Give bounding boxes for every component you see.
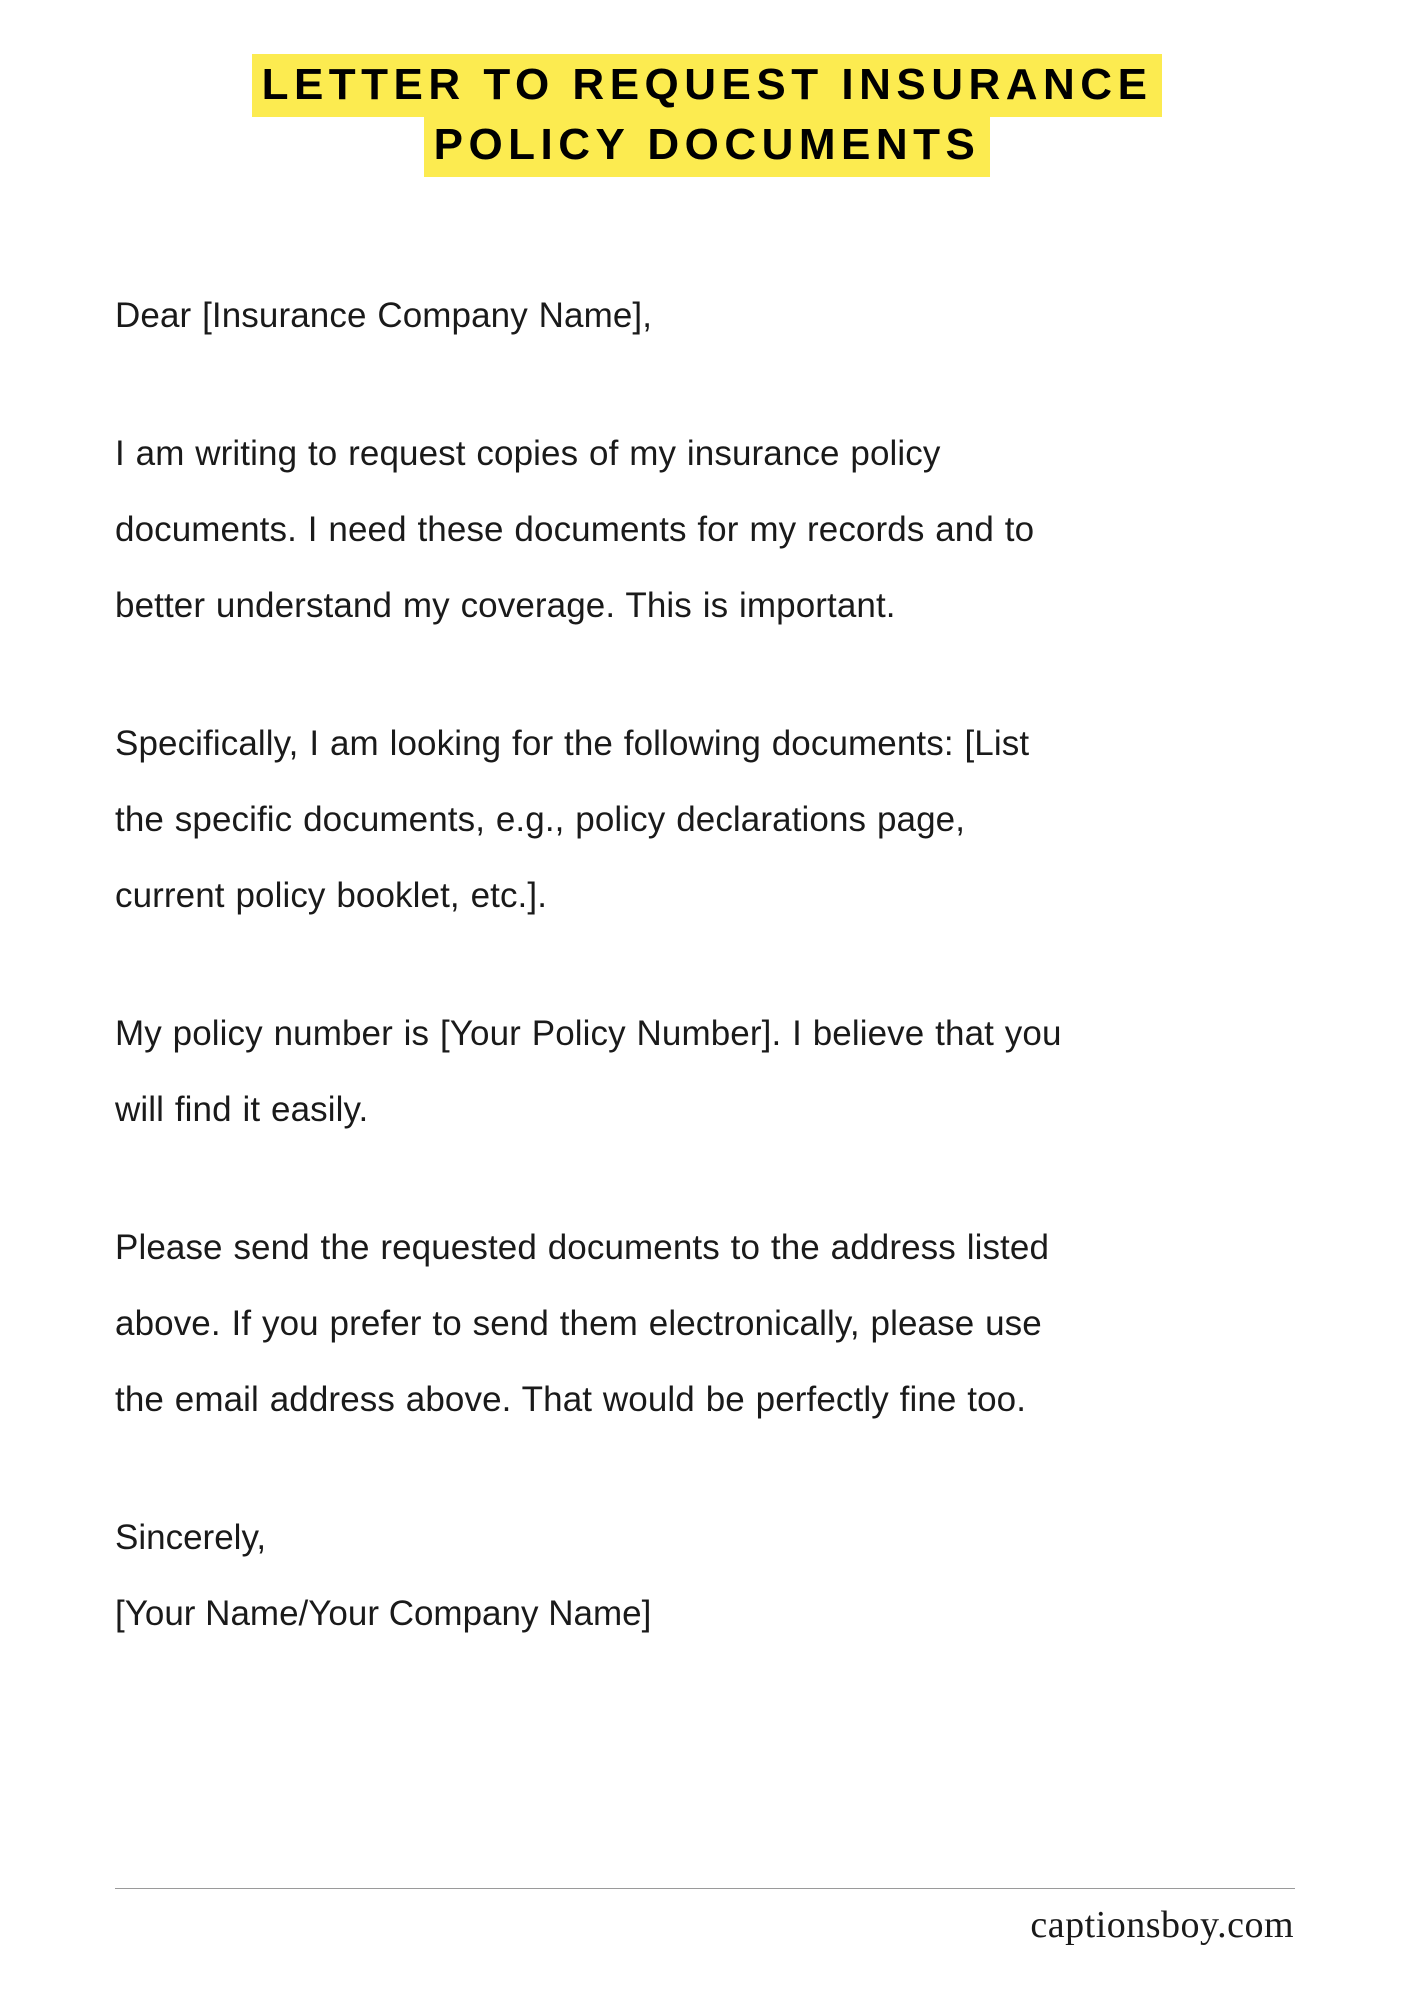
salutation: Dear [Insurance Company Name], <box>115 296 653 335</box>
paragraph-request: I am writing to request copies of my insurance policy documents. I need these documents for my records and to better understand my coverage. This is important. <box>115 434 1035 625</box>
paragraph-documents-list: Specifically, I am looking for the following documents: [List the specific documents, e.g., policy declarations page, current policy booklet, etc.]. <box>115 724 1030 915</box>
title-line-1-highlight: LETTER TO REQUEST INSURANCE <box>252 54 1163 117</box>
title-line-2-highlight: POLICY DOCUMENTS <box>424 114 991 177</box>
paragraph-delivery: Please send the requested documents to the address listed above. If you prefer to send them electronically, please use the email address above. That would be perfectly fine too. <box>115 1228 1050 1419</box>
title-line-2 <box>85 115 1329 175</box>
paragraph-policy-number: My policy number is [Your Policy Number]. I believe that you will find it easily. <box>115 1014 1062 1129</box>
footer-brand: captionsboy.com <box>1030 1904 1294 1946</box>
closing: Sincerely, <box>115 1518 267 1557</box>
footer-divider <box>115 1888 1295 1889</box>
title-line-1 <box>85 55 1329 115</box>
letter-body <box>115 278 1075 1652</box>
signature: [Your Name/Your Company Name] <box>115 1594 652 1633</box>
page-title <box>0 55 1414 175</box>
